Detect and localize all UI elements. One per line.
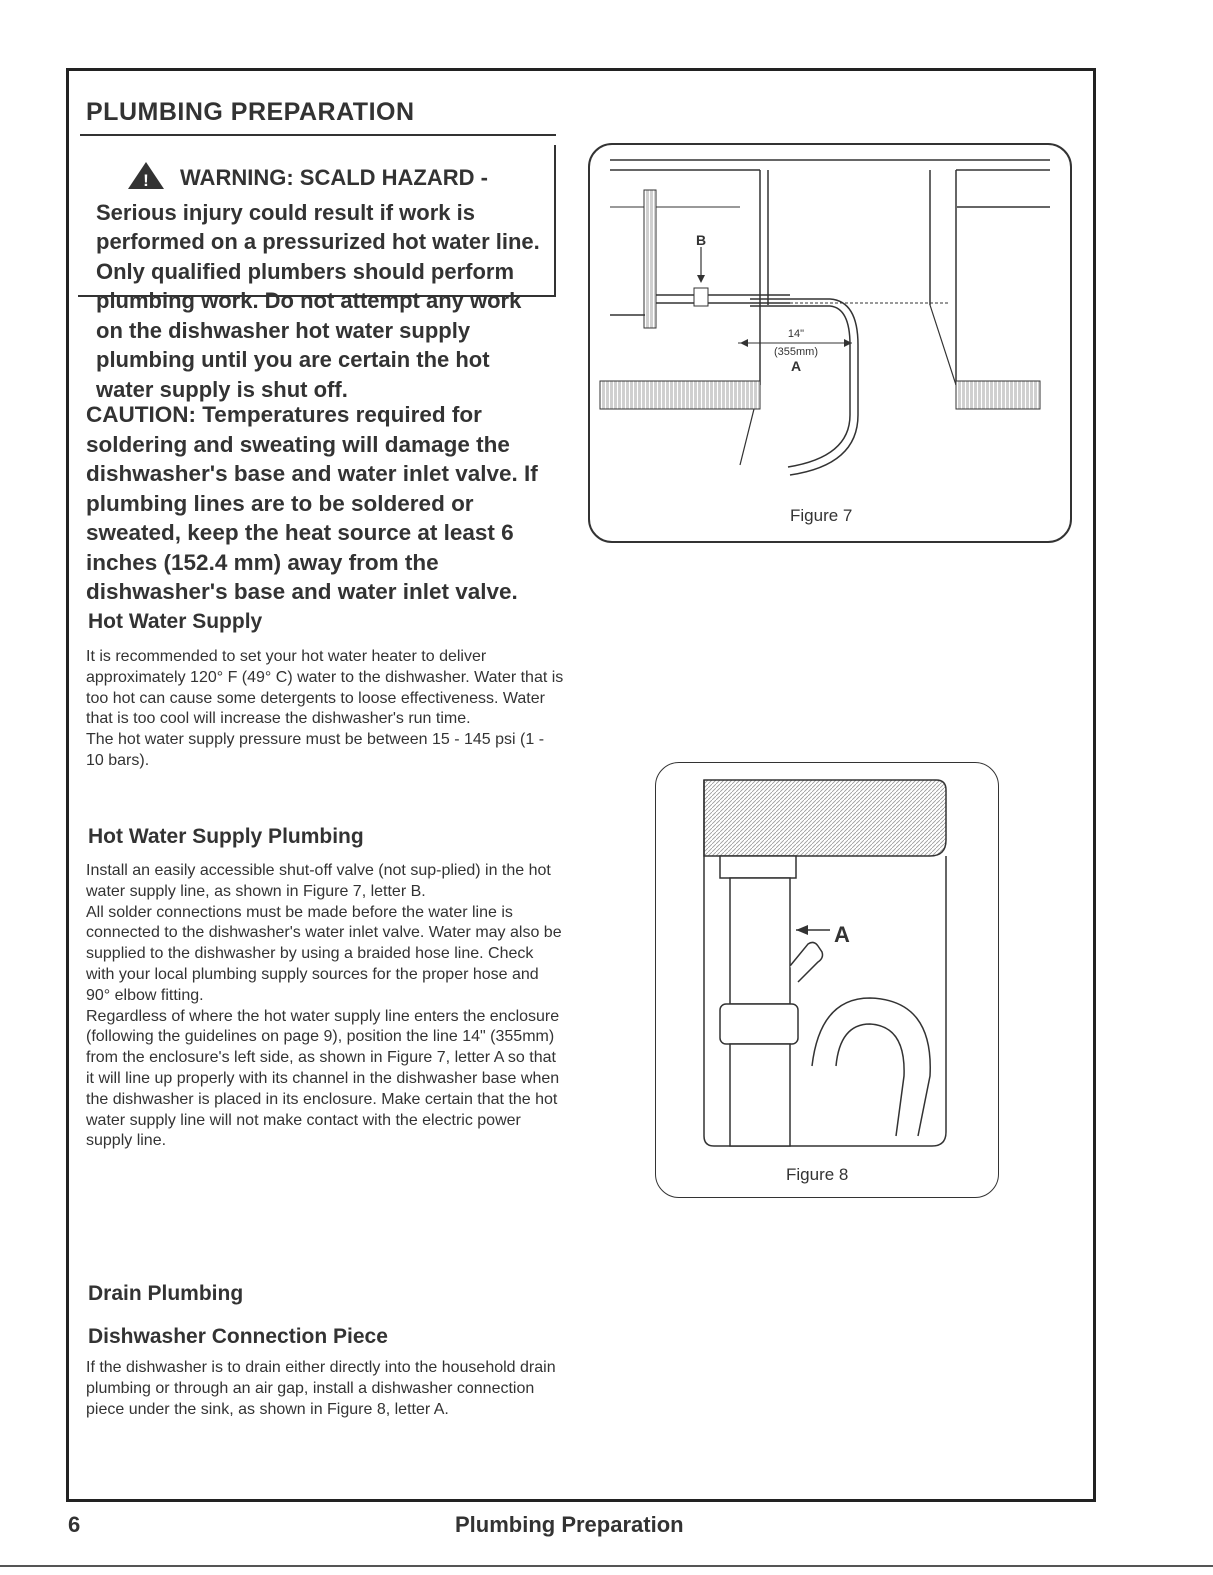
- sink-bowl: [704, 780, 946, 856]
- page-title: PLUMBING PREPARATION: [86, 98, 415, 126]
- figure-7-caption: Figure 7: [790, 506, 853, 525]
- svg-text:!: !: [143, 171, 149, 190]
- slip-nut: [720, 1004, 798, 1044]
- caution-text: CAUTION: Temperatures required for soldering and sweating will damage the dishwasher's base and water inlet valve. If plumbing lines are to be soldered or sweated, keep the heat source at least 6 inches (152.4 mm) away from the dishwasher's base and water inlet valve.: [86, 402, 538, 604]
- paragraph: The hot water supply pressure must be between 15 - 145 psi (1 - 10 bars).: [86, 731, 545, 769]
- p-trap: [812, 998, 930, 1136]
- dimension-mm: (355mm): [773, 346, 819, 358]
- label-a: A: [790, 358, 802, 374]
- paragraph: It is recommended to set your hot water heater to deliver approximately 120° F (49° C) water to the dishwasher. Water that is too hot can cause some detergents to loose effectiveness. Water that is too cool will increase the dishwasher's run time.: [86, 648, 564, 728]
- title-rule: [80, 134, 556, 136]
- figure-8-caption: Figure 8: [786, 1165, 849, 1184]
- footer-title: Plumbing Preparation: [455, 1512, 684, 1537]
- dimension-inches: 14": [787, 328, 805, 340]
- label-b: B: [695, 232, 707, 248]
- label-a: A: [834, 922, 850, 947]
- floor-right: [956, 381, 1040, 409]
- heading-dishwasher-connection-piece: Dishwasher Connection Piece: [88, 1325, 388, 1348]
- shutoff-valve: [694, 288, 708, 306]
- warning-triangle-icon: [126, 160, 166, 198]
- drain-pipe: [730, 878, 790, 1004]
- paragraph: Install an easily accessible shut-off valve (not sup-plied) in the hot water supply line, as shown in Figure 7, letter B.: [86, 862, 551, 900]
- floor-left: [600, 381, 760, 409]
- water-line: [750, 299, 858, 475]
- warning-text-block: [96, 160, 548, 404]
- figure-8-illustration: [700, 776, 956, 1150]
- paragraph: All solder connections must be made before the water line is connected to the dishwasher's water inlet valve. Water may also be supplied to the dishwasher by using a braided hose line. Check with your local plumbing supply sources for the proper hose and 90° elbow fitting.: [86, 903, 562, 1004]
- hot-water-supply-body: [86, 647, 566, 772]
- figure-7-illustration: [590, 145, 1070, 541]
- dishwasher-connection-piece-body: [86, 1358, 566, 1420]
- heading-drain-plumbing: Drain Plumbing: [88, 1282, 244, 1305]
- paragraph: If the dishwasher is to drain either directly into the household drain plumbing or through an air gap, install a dishwasher connection piece under the sink, as shown in Figure 8, letter A.: [86, 1359, 556, 1418]
- footer-rule: [66, 1499, 1096, 1502]
- page-number: 6: [68, 1512, 81, 1537]
- paragraph: Regardless of where the hot water supply line enters the enclosure (following the guidelines on page 9), position the line 14" (355mm) from the enclosure's left side, as shown in Figure 7, letter A so that it will line up properly with its channel in the dishwasher base when the dishwasher is placed in its enclosure. Make certain that the hot water supply line will not make contact with the electric power supply line.: [86, 1007, 560, 1150]
- connection-piece: [790, 942, 823, 982]
- wall-stud: [644, 190, 656, 328]
- heading-hot-water-supply: Hot Water Supply: [88, 610, 263, 633]
- heading-hot-water-supply-plumbing: Hot Water Supply Plumbing: [88, 825, 364, 848]
- hot-water-supply-plumbing-body: [86, 861, 566, 1152]
- warning-text: WARNING: SCALD HAZARD - Serious injury could result if work is performed on a pressurized hot water line. Only qualified plumbers should perform plumbing work. Do not attempt any work on the dishwasher hot water supply plumbing until you are certain the hot water supply is shut off.: [96, 165, 540, 402]
- page-edge-line: [0, 1565, 1213, 1567]
